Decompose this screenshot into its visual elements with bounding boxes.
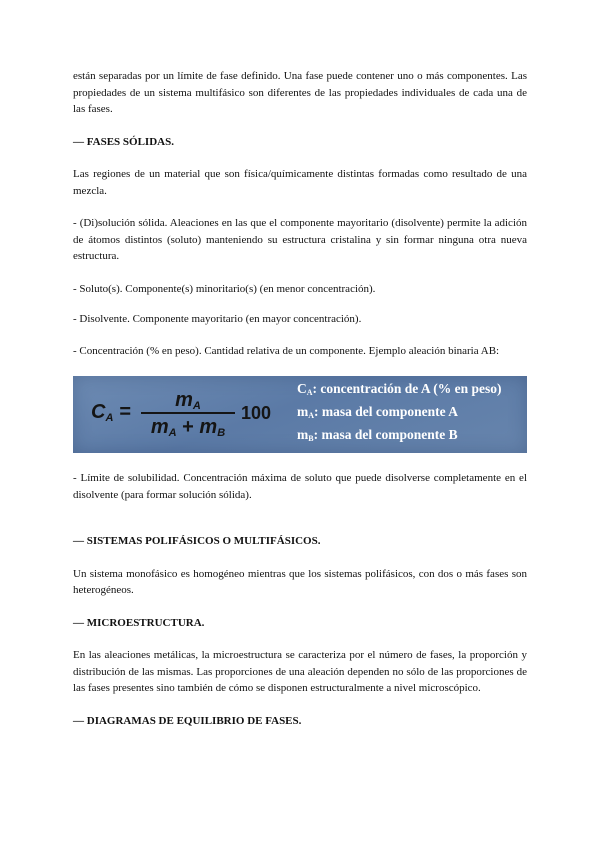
item-disolvente: - Disolvente. Componente mayoritario (en mayor concentración). <box>73 313 362 325</box>
formula-factor: 100 <box>241 403 272 423</box>
intro-paragraph: están separadas por un límite de fase definido. Una fase puede contener uno o más componentes. Las propiedades de un sistema multifásico son diferentes de las propiedades individuales de cada una de las fases. <box>73 70 527 115</box>
polifasicos-paragraph: Un sistema monofásico es homogéneo mientras que los sistemas polifásicos, con dos o más fases son heterogéneos. <box>73 567 527 596</box>
formula-numerator: $m_A$ <box>175 389 201 412</box>
item-disolucion-solida: - (Di)solución sólida. Aleaciones en las que el componente mayoritario (disolvente) permite la adición de átomos distintos (soluto) manteniendo su estructura cristalina y sin formar ninguna otra nueva estructura. <box>73 217 527 262</box>
item-limite-solubilidad: - Límite de solubilidad. Concentración máxima de soluto que puede disolverse completamente en el disolvente (para formar solución sólida). <box>73 472 527 501</box>
legend-line-mb: $m_B$: masa del componente B <box>297 427 458 443</box>
microestructura-paragraph: En las aleaciones metálicas, la microestructura se caracteriza por el número de fases, la proporción y distribución de las mismas. Las proporciones de una aleación dependen no sólo de las proporciones de las fases presentes sino también de cómo se disponen estructuralmente a nivel microscópico. <box>73 649 527 694</box>
legend-line-ma: $m_A$: masa del componente A <box>297 404 459 420</box>
formula-lhs: $C_A$ = <box>91 401 132 424</box>
heading-fases-solidas: — FASES SÓLIDAS. <box>73 135 174 148</box>
concentration-formula-box <box>73 376 527 453</box>
document-page <box>73 68 527 729</box>
legend-line-ca: $C_A$: concentración de A (% en peso) <box>297 381 502 397</box>
fases-solidas-paragraph: Las regiones de un material que son física/químicamente distintas formadas como resultado de una mezcla. <box>73 168 527 197</box>
item-concentracion: - Concentración (% en peso). Cantidad relativa de un componente. Ejemplo aleación binaria AB: <box>73 344 500 357</box>
formula-fraction <box>141 388 235 440</box>
heading-sistemas-polifasicos: — SISTEMAS POLIFÁSICOS O MULTIFÁSICOS. <box>73 535 321 547</box>
item-soluto: - Soluto(s). Componente(s) minoritario(s) (en menor concentración). <box>73 282 376 295</box>
heading-diagramas-equilibrio: — DIAGRAMAS DE EQUILIBRIO DE FASES. <box>73 714 302 727</box>
heading-microestructura: — MICROESTRUCTURA. <box>73 616 205 629</box>
formula-denominator: $m_A + m_B$ <box>150 415 226 439</box>
formula-legend <box>297 379 502 448</box>
